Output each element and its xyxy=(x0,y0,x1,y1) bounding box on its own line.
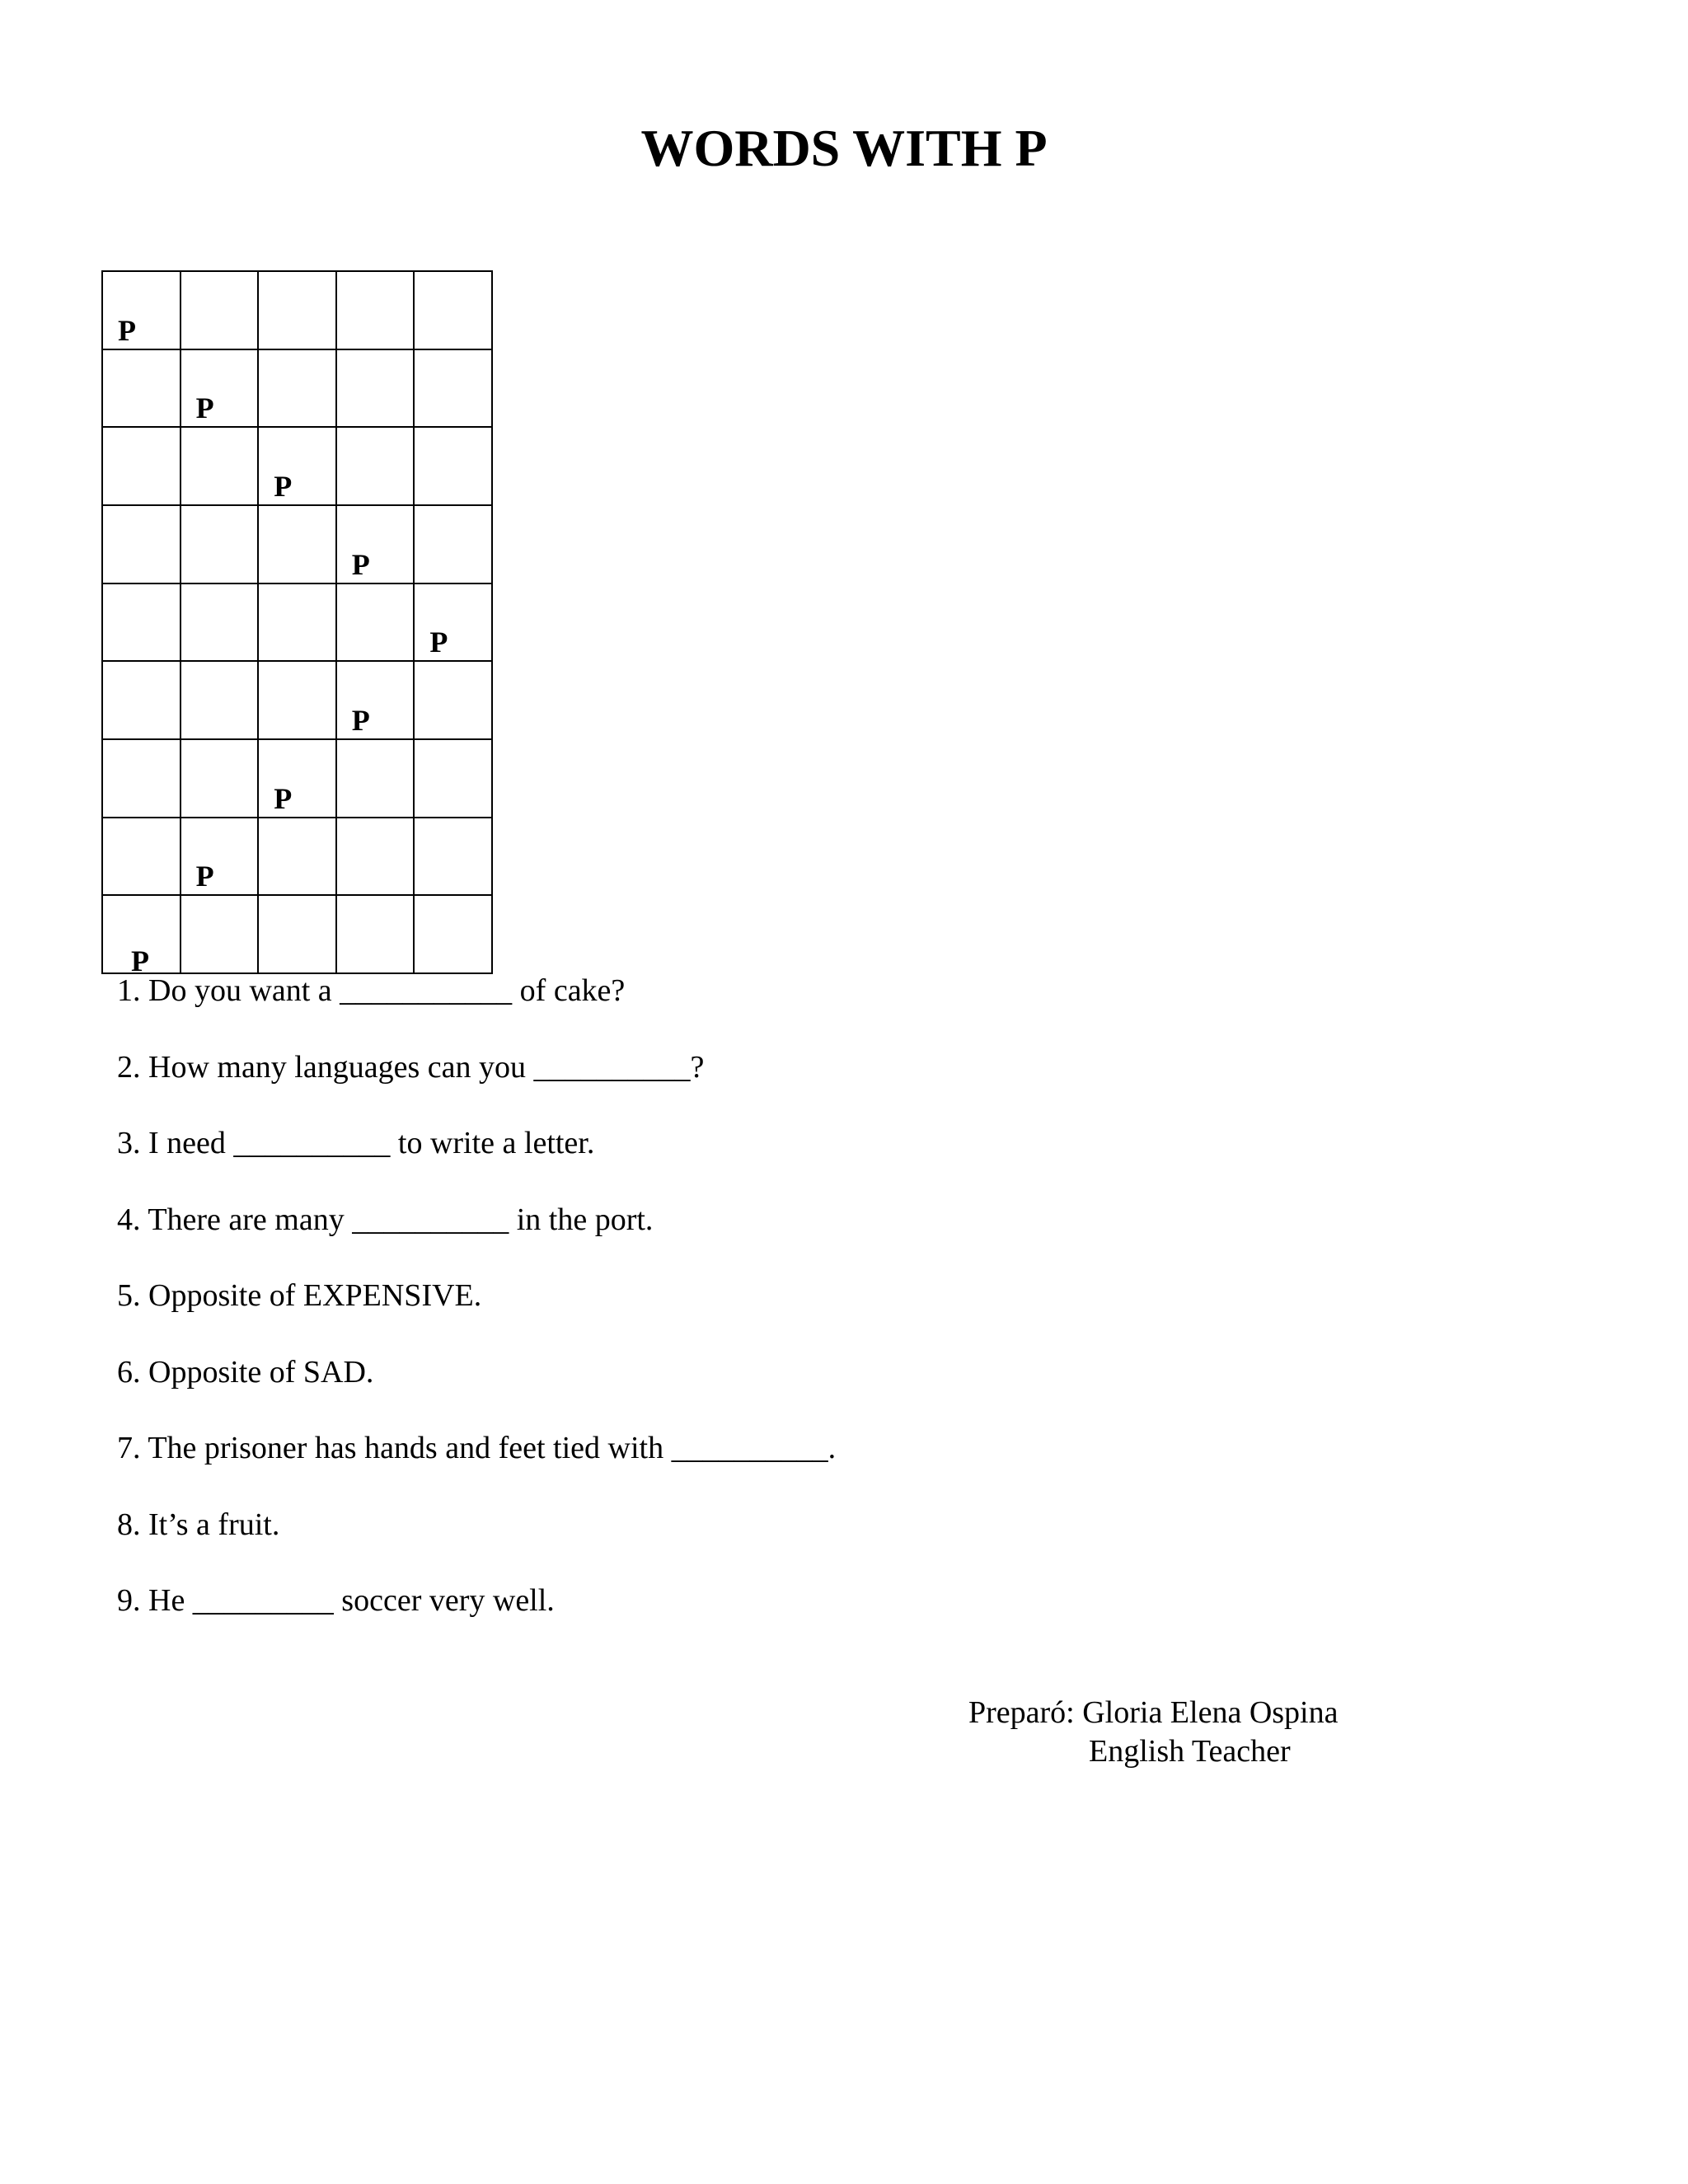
grid-cell[interactable] xyxy=(414,349,492,428)
grid-letter: P xyxy=(195,391,214,425)
grid-cell[interactable] xyxy=(258,895,336,973)
signature-block xyxy=(968,1694,1338,1771)
page-title: WORDS WITH P xyxy=(640,119,1048,177)
grid-letter: P xyxy=(131,944,149,977)
grid-cell[interactable] xyxy=(181,349,259,428)
grid-letter: P xyxy=(274,781,293,815)
grid-cell[interactable] xyxy=(336,661,415,739)
clue-item: 6. Opposite of SAD. xyxy=(117,1354,374,1390)
grid-cell[interactable] xyxy=(414,895,492,973)
grid-row xyxy=(102,583,492,662)
grid-cell[interactable] xyxy=(102,661,181,739)
grid-letter: P xyxy=(351,547,370,581)
clue-item: 2. How many languages can you __________? xyxy=(117,1049,705,1085)
clue-item: 9. He _________ soccer very well. xyxy=(117,1583,555,1618)
grid-cell[interactable] xyxy=(181,427,259,505)
clue-item: 7. The prisoner has hands and feet tied with __________. xyxy=(117,1431,837,1465)
grid-cell[interactable] xyxy=(336,895,415,973)
grid-cell[interactable] xyxy=(258,505,336,583)
grid-row xyxy=(102,818,492,896)
clue-list xyxy=(117,972,836,1659)
grid-cell[interactable] xyxy=(258,349,336,428)
grid-cell[interactable] xyxy=(102,271,181,349)
grid-row xyxy=(102,895,492,973)
grid-cell[interactable] xyxy=(414,505,492,583)
grid-cell[interactable] xyxy=(102,739,181,818)
grid-cell[interactable] xyxy=(336,505,415,583)
grid-cell[interactable] xyxy=(336,583,415,662)
grid-cell[interactable] xyxy=(336,271,415,349)
grid-row xyxy=(102,505,492,583)
grid-cell[interactable] xyxy=(181,583,259,662)
teacher-role: English Teacher xyxy=(1089,1734,1291,1769)
grid-cell[interactable] xyxy=(181,271,259,349)
grid-cell[interactable] xyxy=(181,505,259,583)
prepared-by: Preparó: Gloria Elena Ospina xyxy=(968,1695,1339,1730)
grid-cell[interactable] xyxy=(102,427,181,505)
grid-cell[interactable] xyxy=(258,583,336,662)
grid-cell[interactable] xyxy=(414,427,492,505)
grid-row xyxy=(102,349,492,428)
grid-cell[interactable] xyxy=(102,895,181,977)
grid-letter: P xyxy=(118,313,136,347)
grid-cell[interactable] xyxy=(414,739,492,818)
grid-cell[interactable] xyxy=(414,583,492,662)
clue-item: 8. It’s a fruit. xyxy=(117,1507,280,1542)
grid-cell[interactable] xyxy=(258,271,336,349)
grid-cell[interactable] xyxy=(102,583,181,662)
grid-cell[interactable] xyxy=(414,661,492,739)
grid-cell[interactable] xyxy=(414,818,492,896)
grid-cell[interactable] xyxy=(181,661,259,739)
grid-cell[interactable] xyxy=(258,661,336,739)
grid-letter: P xyxy=(195,860,214,893)
grid-letter: P xyxy=(351,703,370,737)
grid-letter: P xyxy=(274,469,293,503)
grid-cell[interactable] xyxy=(102,349,181,428)
grid-cell[interactable] xyxy=(336,349,415,428)
crossword-grid xyxy=(101,270,493,977)
grid-letter: P xyxy=(429,626,448,659)
grid-row xyxy=(102,739,492,818)
grid-cell[interactable] xyxy=(181,818,259,896)
grid-cell[interactable] xyxy=(336,427,415,505)
clue-item: 3. I need __________ to write a letter. xyxy=(117,1126,595,1160)
grid-cell[interactable] xyxy=(181,895,259,973)
clue-item: 4. There are many __________ in the port. xyxy=(117,1202,654,1237)
grid-cell[interactable] xyxy=(181,739,259,818)
grid-row xyxy=(102,427,492,505)
grid-cell[interactable] xyxy=(414,271,492,349)
grid-row xyxy=(102,661,492,739)
grid-cell[interactable] xyxy=(102,818,181,896)
grid-cell[interactable] xyxy=(258,739,336,818)
clue-item: 5. Opposite of EXPENSIVE. xyxy=(117,1278,482,1313)
grid-cell[interactable] xyxy=(336,818,415,896)
grid-cell[interactable] xyxy=(336,739,415,818)
grid-row xyxy=(102,271,492,349)
clue-item: 1. Do you want a ___________ of cake? xyxy=(117,973,626,1008)
grid-cell[interactable] xyxy=(258,818,336,896)
grid-cell[interactable] xyxy=(102,505,181,583)
grid-cell[interactable] xyxy=(258,427,336,505)
